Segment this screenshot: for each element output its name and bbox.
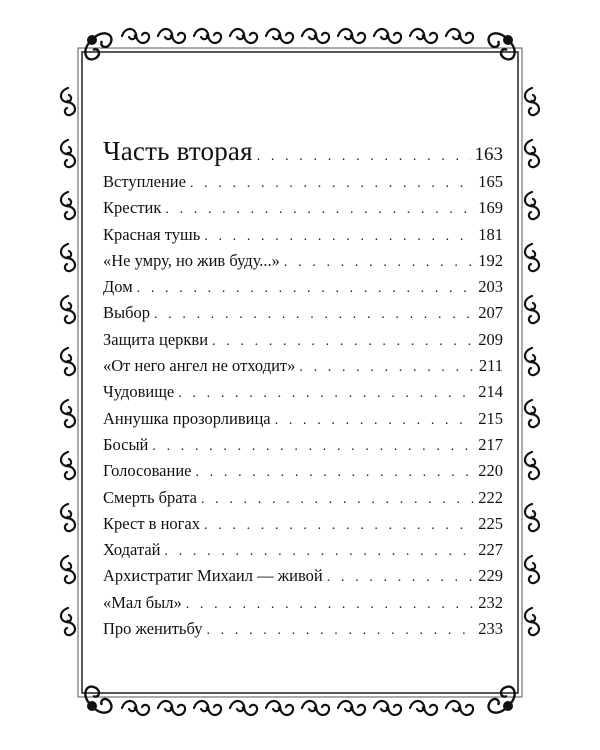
toc-entry-page: 214 xyxy=(478,382,503,402)
toc-entry[interactable] xyxy=(103,566,503,592)
leader-dots xyxy=(201,492,474,508)
toc-entries xyxy=(103,172,503,645)
toc-entry-title: Аннушка прозорливица xyxy=(103,408,271,428)
toc-entry-page: 233 xyxy=(478,619,503,639)
bottom-ornament xyxy=(122,701,473,715)
toc-entry[interactable] xyxy=(103,593,503,619)
right-ornament xyxy=(525,88,539,635)
toc-entry-page: 220 xyxy=(478,461,503,481)
leader-dots xyxy=(195,465,474,481)
page-number: 163 xyxy=(474,144,503,165)
toc-entry-title: Дом xyxy=(103,277,133,297)
leader-dots xyxy=(257,149,471,165)
leader-dots xyxy=(186,597,475,613)
toc-entry[interactable] xyxy=(103,277,503,303)
toc-entry-page: 165 xyxy=(478,172,503,191)
toc-entry[interactable] xyxy=(103,540,503,566)
toc-entry[interactable] xyxy=(103,461,503,487)
toc-entry[interactable] xyxy=(103,435,503,461)
leader-dots xyxy=(204,518,474,534)
toc-entry-title: Голосование xyxy=(103,461,192,481)
leader-dots xyxy=(275,413,475,429)
toc-entry-page: 225 xyxy=(478,513,503,533)
leader-dots xyxy=(327,570,475,586)
toc-entry-title: Архистратиг Михаил — живой xyxy=(103,566,323,586)
toc-entry-title: «Мал был» xyxy=(103,592,182,612)
leader-dots xyxy=(178,386,474,402)
toc-entry-page: 181 xyxy=(478,224,503,244)
toc-entry-title: Про женитьбу xyxy=(103,619,203,639)
toc-entry-title: Ходатай xyxy=(103,540,161,560)
toc-entry[interactable] xyxy=(103,356,503,382)
toc-entry-title: Смерть брата xyxy=(103,487,197,507)
table-of-contents xyxy=(103,136,503,645)
toc-entry[interactable] xyxy=(103,382,503,408)
leader-dots xyxy=(152,439,474,455)
toc-entry-page: 222 xyxy=(478,487,503,507)
toc-entry-page: 229 xyxy=(478,566,503,586)
leader-dots xyxy=(154,307,474,323)
toc-entry-page: 211 xyxy=(478,356,503,376)
leader-dots xyxy=(299,360,474,376)
toc-entry-title: Чудовище xyxy=(103,382,175,402)
leader-dots xyxy=(165,202,474,218)
leader-dots xyxy=(190,176,474,192)
toc-entry[interactable] xyxy=(103,330,503,356)
section-heading[interactable] xyxy=(103,136,503,172)
leader-dots xyxy=(206,623,474,639)
leader-dots xyxy=(212,334,474,350)
toc-entry-title: Защита церкви xyxy=(103,329,209,349)
toc-entry-page: 192 xyxy=(478,250,503,270)
toc-entry[interactable] xyxy=(103,172,503,198)
toc-entry-page: 215 xyxy=(478,408,503,428)
toc-entry[interactable] xyxy=(103,514,503,540)
toc-entry-title: Красная тушь xyxy=(103,224,201,244)
toc-entry-title: «Не умру, но жив буду...» xyxy=(103,250,280,270)
toc-entry[interactable] xyxy=(103,198,503,224)
toc-entry-page: 209 xyxy=(478,329,503,349)
top-ornament xyxy=(122,29,473,43)
toc-entry[interactable] xyxy=(103,303,503,329)
toc-entry[interactable] xyxy=(103,488,503,514)
section-title: Часть вторая xyxy=(103,136,253,166)
toc-entry-title: Босый xyxy=(103,434,149,454)
toc-entry[interactable] xyxy=(103,409,503,435)
toc-entry-page: 227 xyxy=(478,540,503,560)
toc-entry-title: Выбор xyxy=(103,303,150,323)
toc-entry-page: 207 xyxy=(478,303,503,323)
toc-entry-title: Крест в ногах xyxy=(103,513,200,533)
toc-entry-title: Крестик xyxy=(103,198,162,218)
leader-dots xyxy=(165,544,475,560)
leader-dots xyxy=(137,281,475,297)
toc-entry-page: 232 xyxy=(478,592,503,612)
left-ornament xyxy=(61,88,75,635)
toc-entry-page: 169 xyxy=(478,198,503,218)
toc-entry[interactable] xyxy=(103,251,503,277)
toc-entry-page: 217 xyxy=(478,434,503,454)
leader-dots xyxy=(284,255,474,271)
toc-entry[interactable] xyxy=(103,225,503,251)
toc-entry-title: Вступление xyxy=(103,172,186,191)
toc-entry[interactable] xyxy=(103,619,503,645)
toc-entry-title: «От него ангел не отходит» xyxy=(103,356,296,376)
toc-entry-page: 203 xyxy=(478,277,503,297)
leader-dots xyxy=(204,229,474,245)
